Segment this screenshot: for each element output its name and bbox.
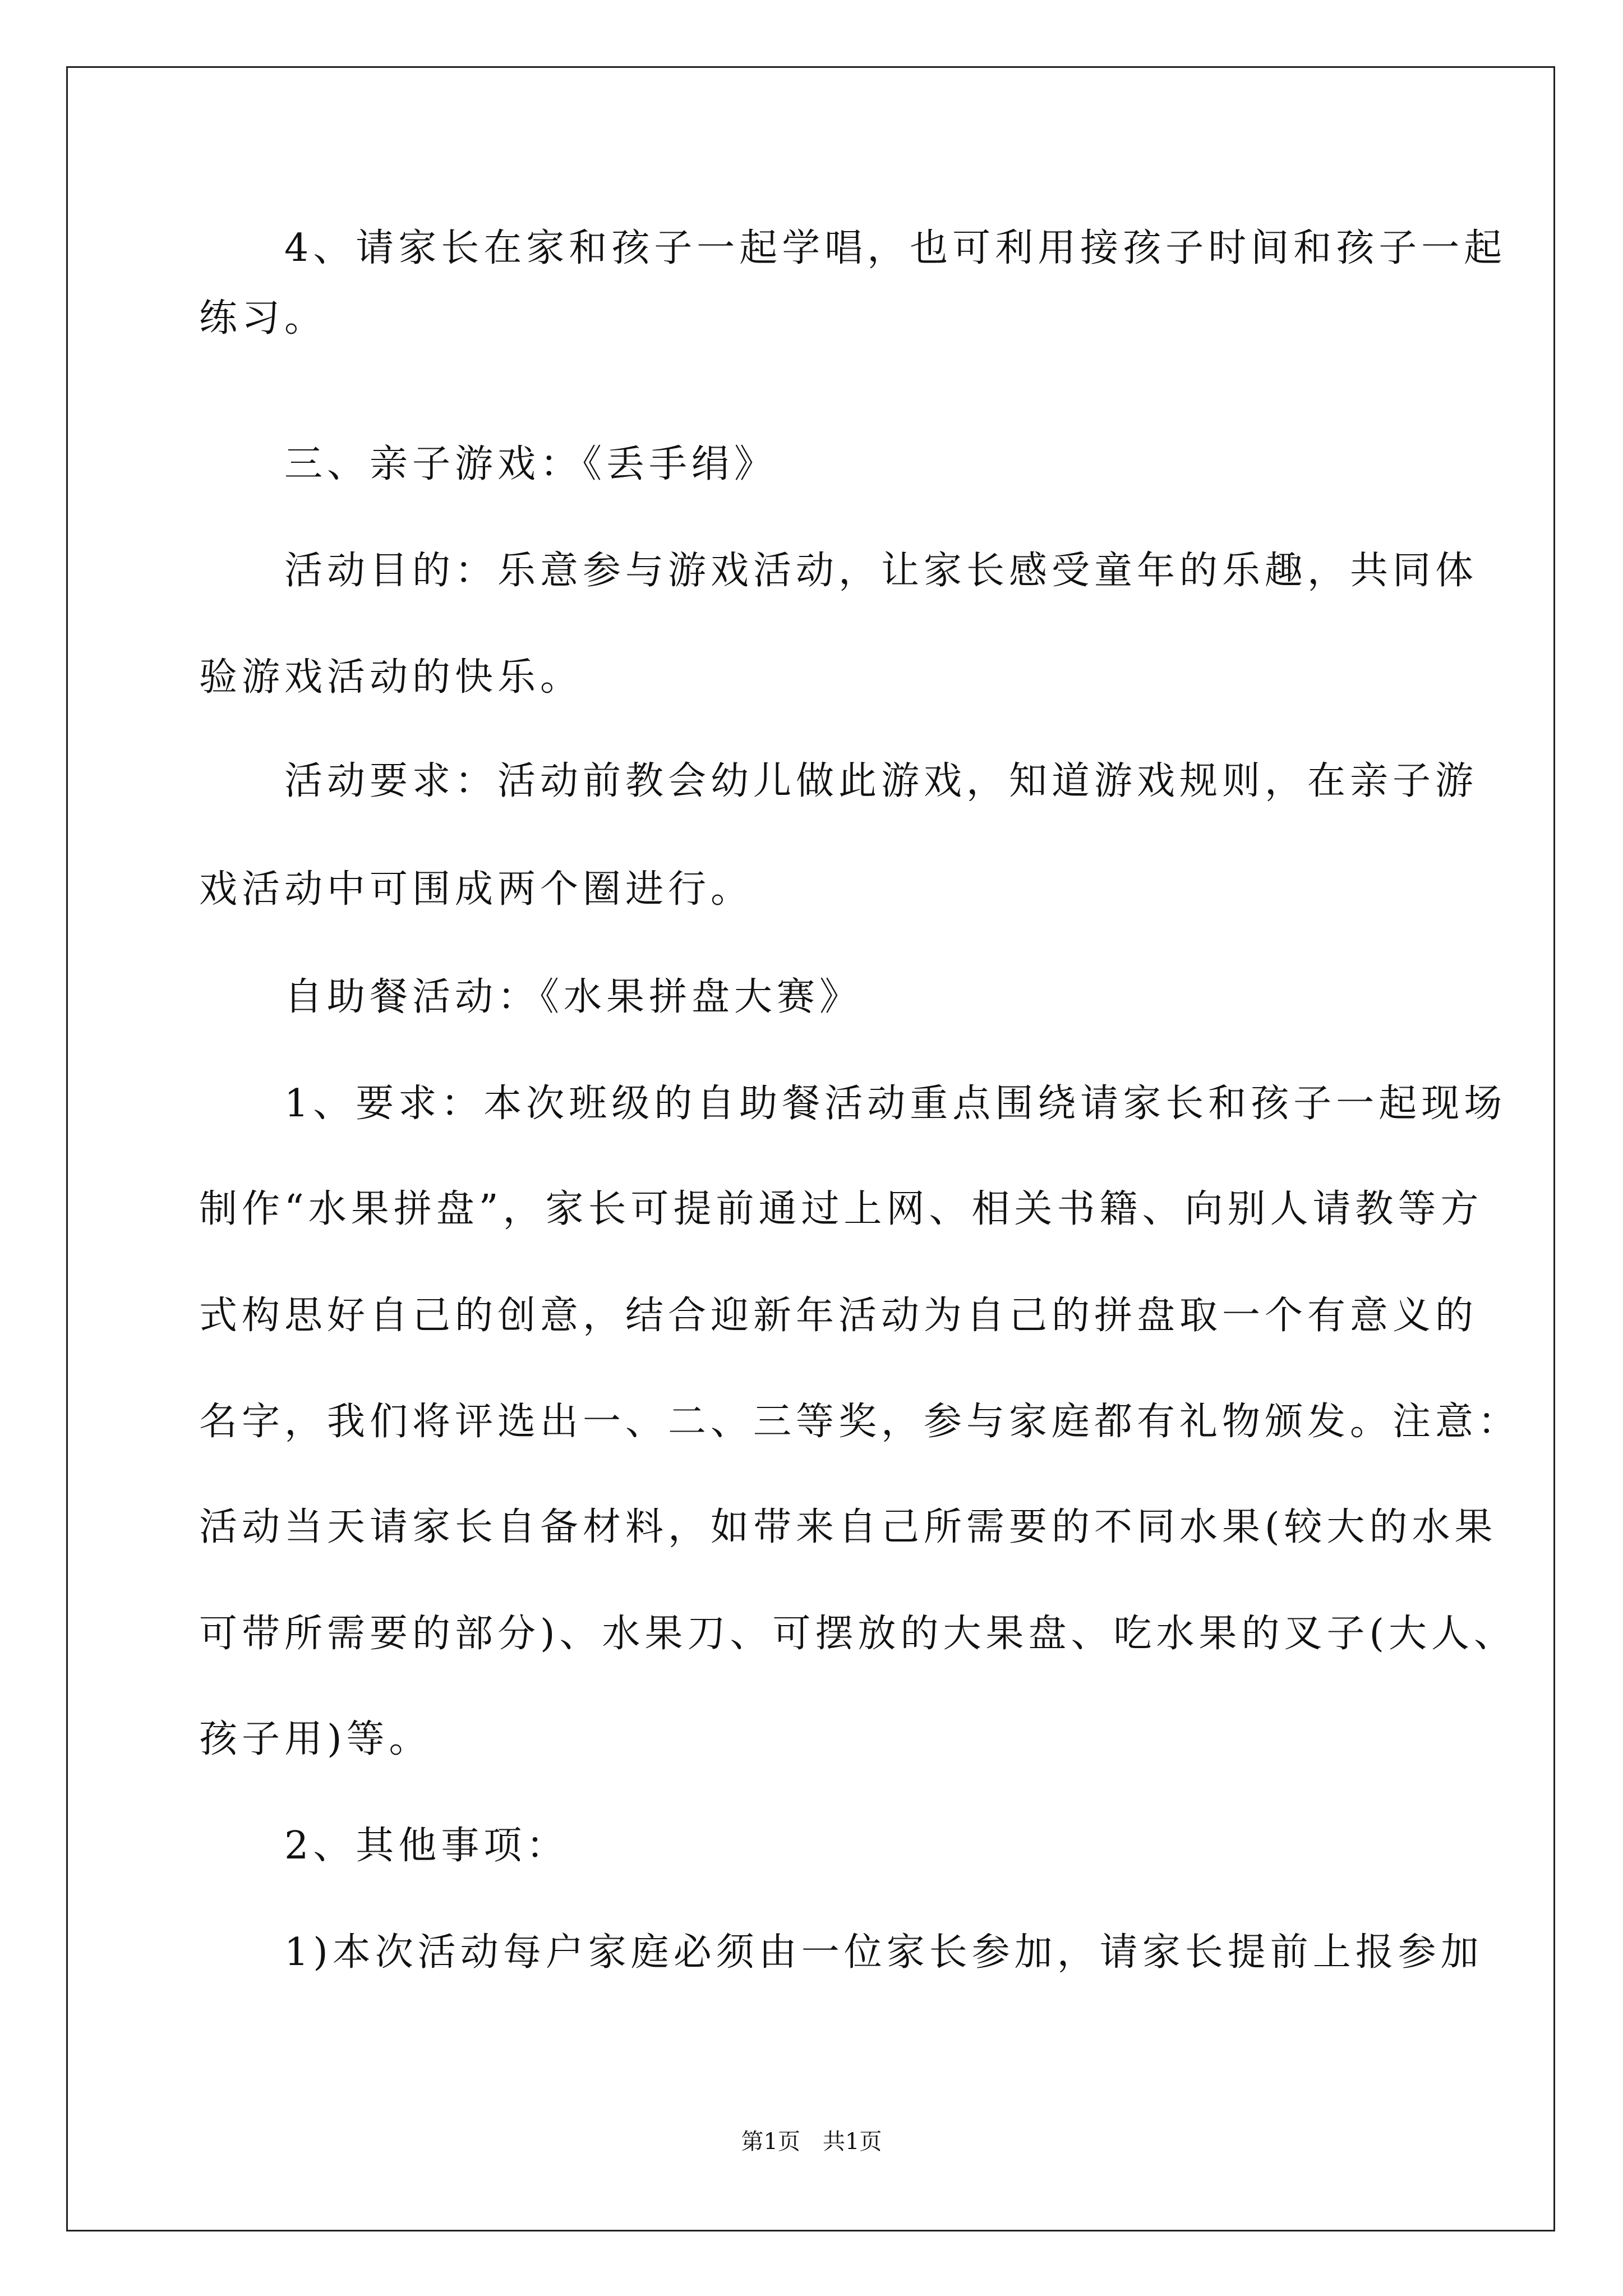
section-heading: 2、其他事项： bbox=[199, 1824, 569, 1868]
paragraph-line: 活动当天请家长自备材料，如带来自己所需要的不同水果(较大的水果 bbox=[199, 1505, 1497, 1549]
paragraph-line: 1、要求：本次班级的自助餐活动重点围绕请家长和孩子一起现场 bbox=[199, 1082, 1507, 1126]
paragraph-line: 4、请家长在家和孩子一起学唱，也可利用接孩子时间和孩子一起 bbox=[199, 226, 1507, 270]
paragraph-line: 活动要求：活动前教会幼儿做此游戏，知道游戏规则，在亲子游 bbox=[199, 759, 1478, 803]
paragraph-line: 孩子用)等。 bbox=[199, 1717, 432, 1761]
section-heading: 三、亲子游戏：《丢手绢》 bbox=[199, 442, 777, 486]
section-heading: 自助餐活动：《水果拼盘大赛》 bbox=[199, 975, 863, 1019]
paragraph-line: 1)本次活动每户家庭必须由一位家长参加，请家长提前上报参加 bbox=[199, 1930, 1483, 1975]
paragraph-line: 式构思好自己的创意，结合迎新年活动为自己的拼盘取一个有意义的 bbox=[199, 1294, 1478, 1338]
paragraph-line: 制作“水果拼盘”，家长可提前通过上网、相关书籍、向别人请教等方 bbox=[199, 1187, 1483, 1231]
page-footer: 第1页 共1页 bbox=[741, 2129, 882, 2155]
paragraph-line: 验游戏活动的快乐。 bbox=[199, 655, 583, 700]
paragraph-line: 活动目的：乐意参与游戏活动，让家长感受童年的乐趣，共同体 bbox=[199, 549, 1478, 593]
paragraph-line: 练习。 bbox=[199, 296, 328, 341]
paragraph-line: 名字，我们将评选出一、二、三等奖，参与家庭都有礼物颁发。注意： bbox=[199, 1400, 1521, 1444]
paragraph-line: 可带所需要的部分)、水果刀、可摆放的大果盘、吃水果的叉子(大人、 bbox=[199, 1612, 1517, 1656]
page-border bbox=[66, 66, 1555, 2231]
paragraph-line: 戏活动中可围成两个圈进行。 bbox=[199, 867, 754, 912]
